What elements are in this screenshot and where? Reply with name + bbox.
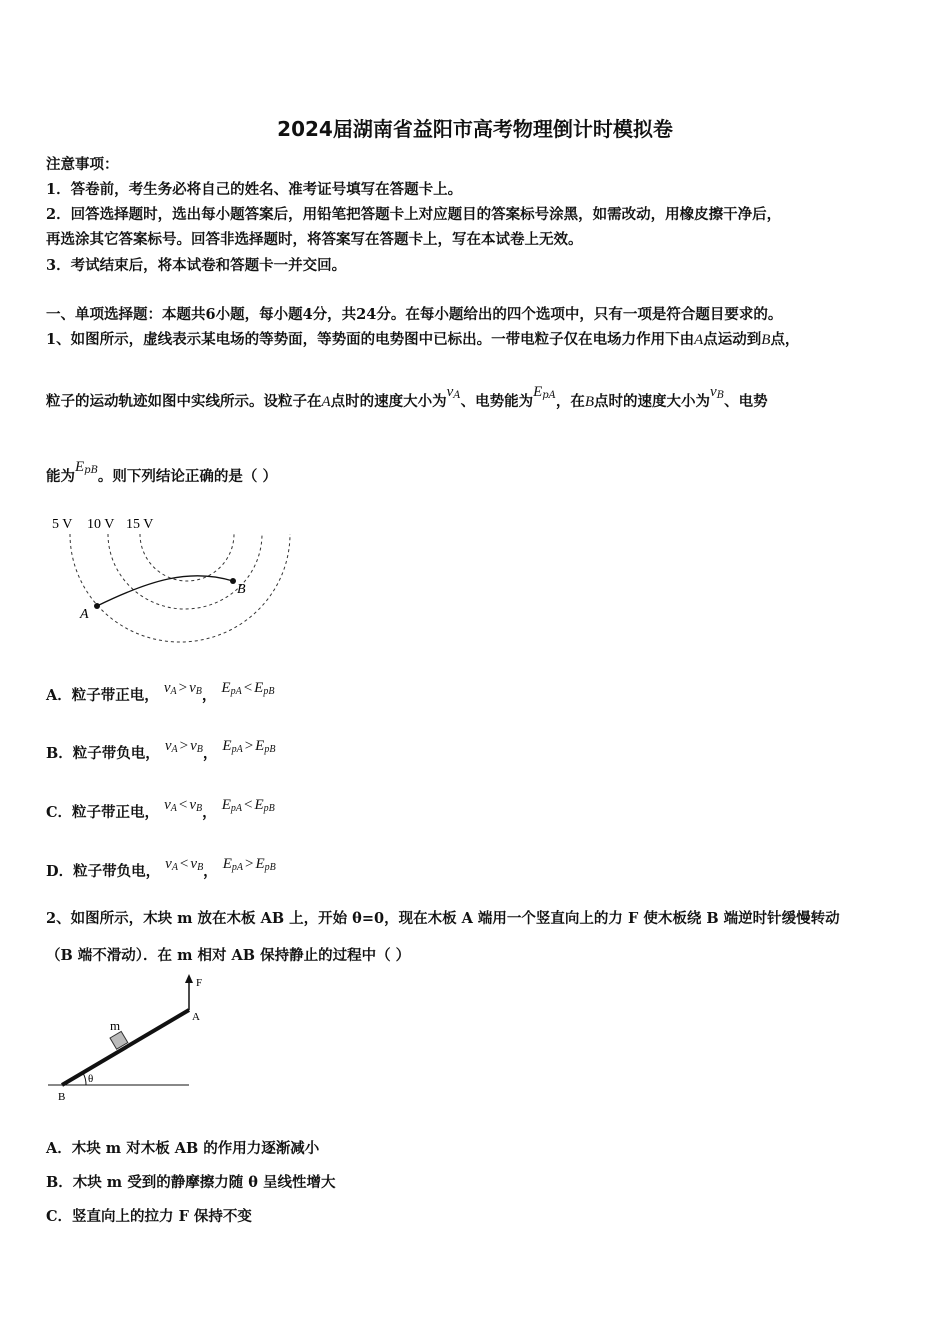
point-a: [94, 603, 100, 609]
equipotential-15v: [140, 534, 234, 581]
section-heading: 一、单项选择题：本题共6小题，每小题4分，共24分。在每小题给出的四个选项中，只有一项是符合题目要求的。: [46, 306, 783, 323]
label-15v: 15 V: [126, 517, 154, 532]
q2-line-2: （B 端不滑动）．在 m 相对 AB 保持静止的过程中（ ）: [46, 947, 411, 964]
notice-item-2-cont: 再选涂其它答案标号。回答非选择题时，将答案写在答题卡上，写在本试卷上无效。: [46, 231, 583, 248]
label-a: A: [192, 1011, 200, 1023]
equipotential-5v: [70, 534, 290, 642]
label-f: F: [196, 977, 203, 989]
notice-item-1: 1．答卷前，考生务必将自己的姓名、准考证号填写在答题卡上。: [46, 181, 463, 198]
point-a-label: A: [80, 607, 89, 622]
notice-item-3: 3．考试结束后，将本试卷和答题卡一并交回。: [46, 257, 347, 274]
q2-line-1: 2、如图所示，木块 m 放在木板 AB 上，开始 θ=0，现在木板 A 端用一个竖直向上的力 F 使木板绕 B 端逆时针缓慢转动: [46, 910, 840, 927]
q2-incline-figure: [44, 972, 204, 1104]
q1-equipotential-figure: [40, 510, 310, 660]
force-arrow-head: [185, 974, 193, 983]
q1-option-c[interactable]: C．粒子带正电， $v_A < v_B$， $E_{pA} < E_{pB}$: [46, 797, 275, 821]
page-title: 2024届湖南省益阳市高考物理倒计时模拟卷: [277, 117, 673, 141]
q1-line-2: 粒子的运动轨迹如图中实线所示。设粒子在A点时的速度大小为$v_A$、电势能为$E_{pA}$，在B点时的速度大小为$v_B$、电势: [46, 384, 768, 410]
q1-option-a[interactable]: A．粒子带正电， $v_A > v_B$， $E_{pA} < E_{pB}$: [46, 680, 275, 704]
label-b: B: [58, 1091, 66, 1103]
q2-option-a[interactable]: A．木块 m 对木板 AB 的作用力逐渐减小: [46, 1140, 320, 1157]
notice-heading: 注意事项：: [46, 156, 119, 173]
angle-arc: [83, 1073, 86, 1085]
label-theta: θ: [88, 1073, 94, 1085]
q1-option-b[interactable]: B．粒子带负电， $v_A > v_B$， $E_{pA} > E_{pB}$: [46, 738, 276, 762]
q1-option-d[interactable]: D．粒子带负电， $v_A < v_B$， $E_{pA} > E_{pB}$: [46, 856, 276, 880]
equipotential-10v: [108, 534, 262, 609]
q2-option-b[interactable]: B．木块 m 受到的静摩擦力随 θ 呈线性增大: [46, 1174, 336, 1191]
q1-line-3: 能为$E_{pB}$。则下列结论正确的是（ ）: [46, 459, 277, 485]
point-b-label: B: [237, 582, 246, 597]
label-10v: 10 V: [87, 517, 115, 532]
label-m: m: [110, 1018, 121, 1033]
q2-option-c[interactable]: C．竖直向上的拉力 F 保持不变: [46, 1208, 252, 1225]
label-5v: 5 V: [52, 517, 73, 532]
board-ab: [62, 1010, 189, 1085]
particle-trajectory: [97, 576, 233, 606]
notice-item-2: 2．回答选择题时，选出每小题答案后，用铅笔把答题卡上对应题目的答案标号涂黑，如需改动，用橡皮擦干净后，: [46, 206, 782, 223]
point-b: [230, 578, 236, 584]
q1-line-1: 1、如图所示，虚线表示某电场的等势面，等势面的电势图中已标出。一带电粒子仅在电场力作用下由A点运动到B点，: [46, 331, 800, 348]
